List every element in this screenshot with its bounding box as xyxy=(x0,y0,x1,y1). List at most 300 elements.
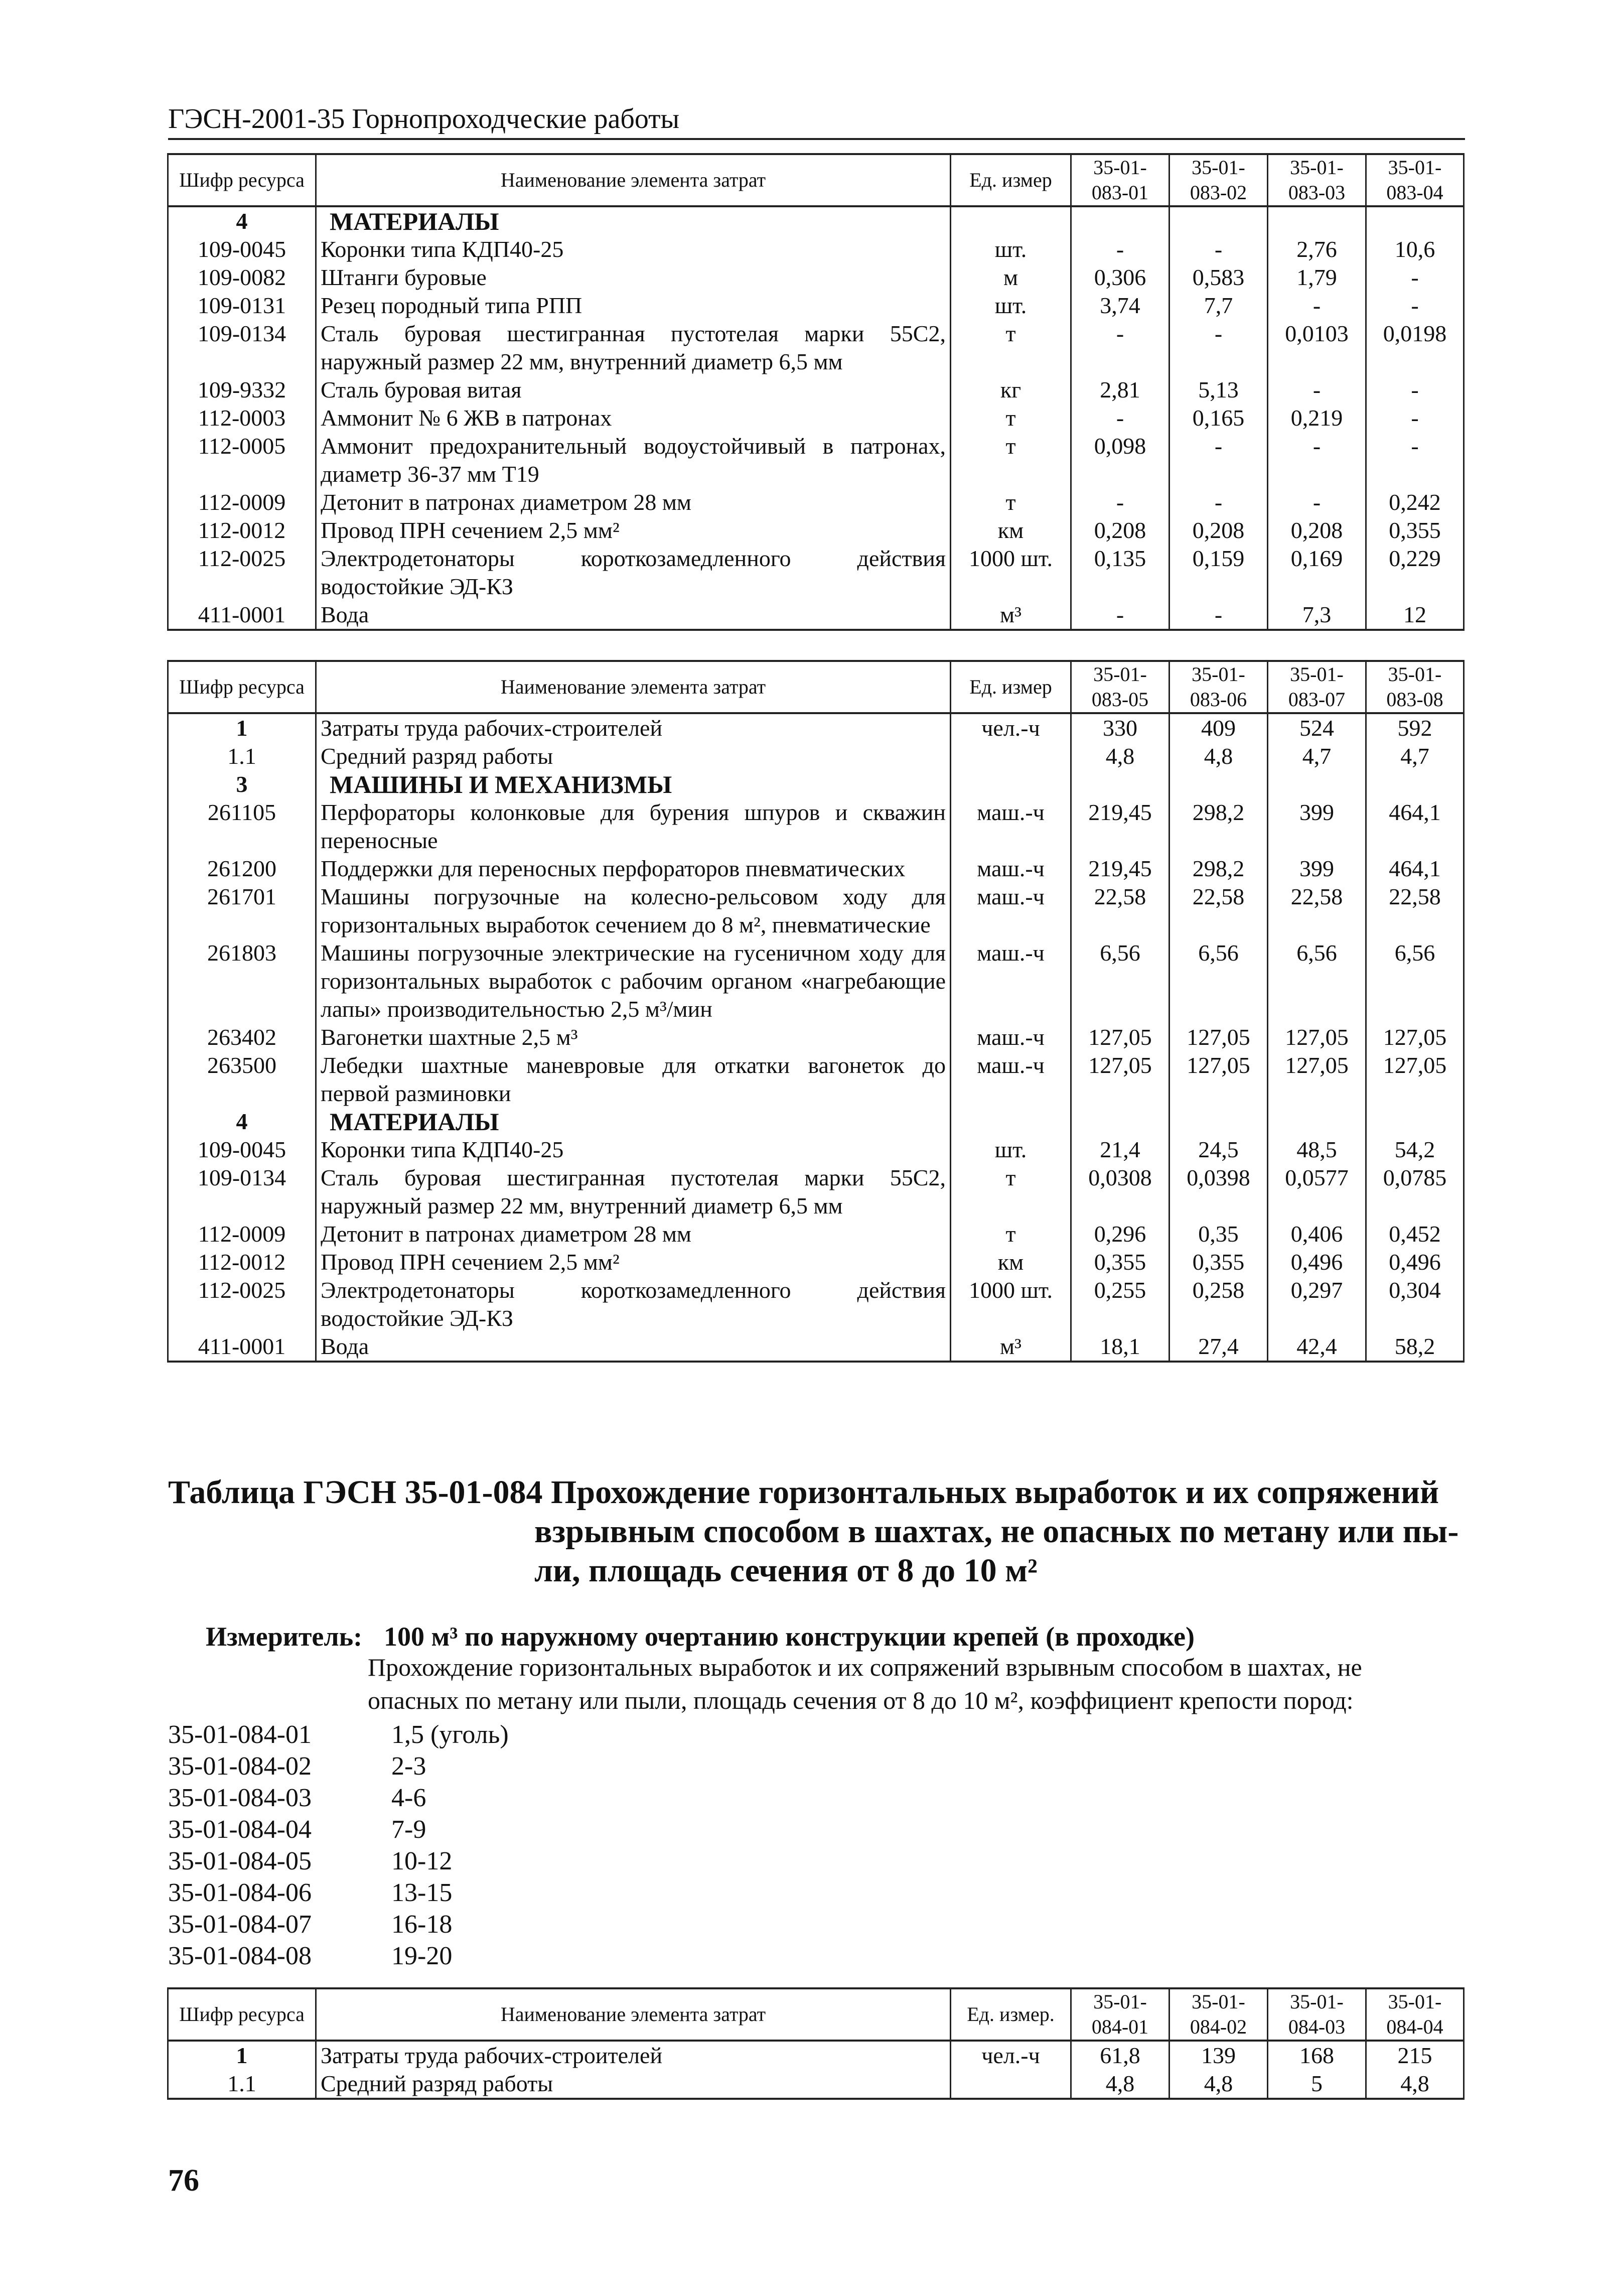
value-cell: 10,6 xyxy=(1366,235,1464,263)
value-cell: 0,0103 xyxy=(1268,320,1366,376)
value-cell: 3,74 xyxy=(1071,292,1170,320)
value-cell: 22,58 xyxy=(1170,883,1268,939)
col-header-name: Наименование элемента затрат xyxy=(316,661,951,713)
value-cell: 22,58 xyxy=(1366,883,1464,939)
value-cell: - xyxy=(1071,235,1170,263)
unit-cell: 1000 шт. xyxy=(951,545,1071,601)
table-row xyxy=(168,432,1464,488)
resource-name: Сталь буровая шестигранная пустотелая марки 55С2, наружный размер 22 мм, внутренний диаметр 6,5 мм xyxy=(316,320,951,376)
value-cell: - xyxy=(1268,376,1366,404)
resource-name: Перфораторы колонковые для бурения шпуров и скважин переносные xyxy=(316,798,951,855)
value-cell: 0,229 xyxy=(1366,545,1464,601)
code-list-item xyxy=(168,1719,509,1750)
resource-code: 411-0001 xyxy=(168,601,316,630)
norm-code: 35-01-084-01 xyxy=(168,1720,312,1749)
resource-table-083-01-04 xyxy=(167,153,1465,631)
value-cell: 0,0198 xyxy=(1366,320,1464,376)
value-cell: 4,8 xyxy=(1366,2070,1464,2099)
value-cell: 168 xyxy=(1268,2041,1366,2070)
norm-code: 35-01-084-08 xyxy=(168,1942,312,1970)
value-cell: 4,8 xyxy=(1071,2070,1170,2099)
resource-code: 263500 xyxy=(168,1051,316,1108)
value-cell: - xyxy=(1170,488,1268,516)
col-header-code: Шифр ресурса xyxy=(168,1988,316,2041)
unit-cell: маш.-ч xyxy=(951,798,1071,855)
unit-of-measure xyxy=(206,1621,1195,1652)
value-cell: 464,1 xyxy=(1366,855,1464,883)
value-cell: 127,05 xyxy=(1170,1051,1268,1108)
value-cell: 5,13 xyxy=(1170,376,1268,404)
value-cell: 4,7 xyxy=(1268,742,1366,770)
resource-code: 109-0082 xyxy=(168,263,316,292)
table-row xyxy=(168,855,1464,883)
section-row xyxy=(168,206,1464,235)
col-header-name: Наименование элемента затрат xyxy=(316,1988,951,2041)
resource-name: Вагонетки шахтные 2,5 м³ xyxy=(316,1023,951,1051)
resource-name: Коронки типа КДП40-25 xyxy=(316,1136,951,1164)
resource-name: Затраты труда рабочих-строителей xyxy=(316,713,951,742)
resource-name: Лебедки шахтные маневровые для откатки вагонеток до первой разминовки xyxy=(316,1051,951,1108)
resource-code: 112-0025 xyxy=(168,545,316,601)
value-cell: - xyxy=(1366,263,1464,292)
value-cell: 12 xyxy=(1366,601,1464,630)
norm-code: 35-01-084-06 xyxy=(168,1878,312,1907)
value-cell: 2,81 xyxy=(1071,376,1170,404)
resource-code: 109-0045 xyxy=(168,1136,316,1164)
value-cell xyxy=(1366,1108,1464,1136)
resource-code: 261803 xyxy=(168,939,316,1023)
code-list-item xyxy=(168,1845,509,1877)
value-cell: 0,208 xyxy=(1170,516,1268,545)
running-header: ГЭСН-2001-35 Горнопроходческие работы xyxy=(168,103,1465,140)
value-cell: - xyxy=(1268,432,1366,488)
unit-cell: т xyxy=(951,488,1071,516)
resource-name: Затраты труда рабочих-строителей xyxy=(316,2041,951,2070)
hardness-value: 10-12 xyxy=(391,1847,453,1875)
norm-code: 35-01-084-02 xyxy=(168,1752,312,1781)
value-cell: - xyxy=(1366,404,1464,432)
col-header-norm: 35-01-083-04 xyxy=(1366,154,1464,206)
value-cell xyxy=(1170,206,1268,235)
table-row xyxy=(168,798,1464,855)
value-cell: 6,56 xyxy=(1170,939,1268,1023)
unit-cell: т xyxy=(951,432,1071,488)
value-cell: 139 xyxy=(1170,2041,1268,2070)
resource-code: 109-0045 xyxy=(168,235,316,263)
value-cell: 127,05 xyxy=(1071,1023,1170,1051)
value-cell xyxy=(1170,1108,1268,1136)
unit-cell xyxy=(951,770,1071,798)
code-list xyxy=(168,1719,509,1972)
section-row xyxy=(168,770,1464,798)
col-header-norm: 35-01-083-03 xyxy=(1268,154,1366,206)
resource-code: 109-0134 xyxy=(168,1164,316,1220)
norm-code: 35-01-084-07 xyxy=(168,1910,312,1939)
resource-code: 112-0003 xyxy=(168,404,316,432)
value-cell: 6,56 xyxy=(1268,939,1366,1023)
resource-code: 263402 xyxy=(168,1023,316,1051)
hardness-value: 1,5 (уголь) xyxy=(391,1720,509,1749)
value-cell: 48,5 xyxy=(1268,1136,1366,1164)
resource-code: 261105 xyxy=(168,798,316,855)
value-cell: 27,4 xyxy=(1170,1332,1268,1362)
col-header-code: Шифр ресурса xyxy=(168,154,316,206)
unit-cell: м³ xyxy=(951,1332,1071,1362)
resource-name: Поддержки для переносных перфораторов пневматических xyxy=(316,855,951,883)
value-cell: 7,3 xyxy=(1268,601,1366,630)
resource-name: МАТЕРИАЛЫ xyxy=(316,206,951,235)
value-cell xyxy=(1366,206,1464,235)
value-cell: 0,583 xyxy=(1170,263,1268,292)
value-cell: 4,7 xyxy=(1366,742,1464,770)
code-list-item xyxy=(168,1909,509,1940)
table-row xyxy=(168,939,1464,1023)
header-row xyxy=(168,154,1464,206)
col-header-unit: Ед. измер xyxy=(951,661,1071,713)
value-cell: 0,406 xyxy=(1268,1220,1366,1248)
table-row xyxy=(168,292,1464,320)
value-cell: 127,05 xyxy=(1071,1051,1170,1108)
value-cell xyxy=(1071,1108,1170,1136)
resource-code: 109-9332 xyxy=(168,376,316,404)
value-cell: 0,0785 xyxy=(1366,1164,1464,1220)
unit-cell: т xyxy=(951,1220,1071,1248)
resource-name: Провод ПРН сечением 2,5 мм² xyxy=(316,1248,951,1276)
unit-cell: маш.-ч xyxy=(951,855,1071,883)
unit-cell: маш.-ч xyxy=(951,939,1071,1023)
value-cell: 127,05 xyxy=(1268,1023,1366,1051)
resource-name: Машины погрузочные на колесно-рельсовом ходу для горизонтальных выработок сечением до 8 м², пневматические xyxy=(316,883,951,939)
norm-code: 35-01-084-04 xyxy=(168,1815,312,1844)
value-cell: 1,79 xyxy=(1268,263,1366,292)
resource-name: Детонит в патронах диаметром 28 мм xyxy=(316,1220,951,1248)
resource-name: Аммонит № 6 ЖВ в патронах xyxy=(316,404,951,432)
resource-name: Машины погрузочные электрические на гусеничном ходу для горизонтальных выработок с рабочим органом «нагребающие лапы» производительностью 2,5 м³/мин xyxy=(316,939,951,1023)
value-cell: 4,8 xyxy=(1170,742,1268,770)
value-cell: - xyxy=(1170,235,1268,263)
value-cell: 127,05 xyxy=(1366,1051,1464,1108)
value-cell: 22,58 xyxy=(1268,883,1366,939)
table-row xyxy=(168,1136,1464,1164)
table-row xyxy=(168,742,1464,770)
col-header-unit: Ед. измер xyxy=(951,154,1071,206)
unit-cell: т xyxy=(951,1164,1071,1220)
unit-cell xyxy=(951,206,1071,235)
resource-code: 4 xyxy=(168,1108,316,1136)
unit-cell: м xyxy=(951,263,1071,292)
resource-code: 112-0009 xyxy=(168,488,316,516)
table-row xyxy=(168,1276,1464,1332)
table-row xyxy=(168,404,1464,432)
resource-code: 1 xyxy=(168,2041,316,2070)
value-cell: - xyxy=(1268,292,1366,320)
value-cell: 0,355 xyxy=(1071,1248,1170,1276)
unit-cell xyxy=(951,2070,1071,2099)
value-cell: 0,208 xyxy=(1268,516,1366,545)
resource-code: 109-0134 xyxy=(168,320,316,376)
value-cell: 0,496 xyxy=(1366,1248,1464,1276)
value-cell: 0,0308 xyxy=(1071,1164,1170,1220)
value-cell: 5 xyxy=(1268,2070,1366,2099)
value-cell: - xyxy=(1268,488,1366,516)
value-cell: 0,169 xyxy=(1268,545,1366,601)
resource-code: 112-0012 xyxy=(168,516,316,545)
resource-name: Сталь буровая витая xyxy=(316,376,951,404)
col-header-norm: 35-01-083-02 xyxy=(1170,154,1268,206)
col-header-norm: 35-01-083-06 xyxy=(1170,661,1268,713)
value-cell: - xyxy=(1071,488,1170,516)
value-cell xyxy=(1071,770,1170,798)
hardness-value: 7-9 xyxy=(391,1815,426,1844)
value-cell: 524 xyxy=(1268,713,1366,742)
value-cell xyxy=(1268,770,1366,798)
value-cell: 61,8 xyxy=(1071,2041,1170,2070)
resource-name: Средний разряд работы xyxy=(316,742,951,770)
value-cell: - xyxy=(1366,432,1464,488)
table-row xyxy=(168,1023,1464,1051)
col-header-norm: 35-01-084-03 xyxy=(1268,1988,1366,2041)
table-row xyxy=(168,1248,1464,1276)
code-list-item xyxy=(168,1750,509,1782)
value-cell: - xyxy=(1071,404,1170,432)
resource-name: Сталь буровая шестигранная пустотелая марки 55С2, наружный размер 22 мм, внутренний диаметр 6,5 мм xyxy=(316,1164,951,1220)
value-cell: 0,135 xyxy=(1071,545,1170,601)
unit-cell: чел.-ч xyxy=(951,713,1071,742)
hardness-value: 16-18 xyxy=(391,1910,453,1939)
unit-cell xyxy=(951,742,1071,770)
col-header-unit: Ед. измер. xyxy=(951,1988,1071,2041)
value-cell: 0,242 xyxy=(1366,488,1464,516)
value-cell: 0,35 xyxy=(1170,1220,1268,1248)
resource-name: Детонит в патронах диаметром 28 мм xyxy=(316,488,951,516)
resource-table-083-05-08 xyxy=(167,660,1465,1363)
table-title xyxy=(168,1473,1473,1590)
hardness-value: 4-6 xyxy=(391,1784,426,1812)
table-row xyxy=(168,516,1464,545)
value-cell: 219,45 xyxy=(1071,798,1170,855)
unit-cell: маш.-ч xyxy=(951,883,1071,939)
hardness-value: 2-3 xyxy=(391,1752,426,1781)
title-line-2: взрывным способом в шахтах, не опасных по метану или пы- xyxy=(534,1513,1459,1550)
resource-name: Электродетонаторы короткозамедленного действия водостойкие ЭД-КЗ xyxy=(316,1276,951,1332)
resource-name: Средний разряд работы xyxy=(316,2070,951,2099)
value-cell: - xyxy=(1170,432,1268,488)
resource-code: 112-0005 xyxy=(168,432,316,488)
col-header-norm: 35-01-083-08 xyxy=(1366,661,1464,713)
meter-value: 100 м³ по наружному очертанию конструкции крепей (в проходке) xyxy=(384,1622,1195,1652)
resource-code: 4 xyxy=(168,206,316,235)
resource-name: Вода xyxy=(316,1332,951,1362)
col-header-norm: 35-01-083-07 xyxy=(1268,661,1366,713)
value-cell: 0,452 xyxy=(1366,1220,1464,1248)
table-row xyxy=(168,1051,1464,1108)
resource-name: Вода xyxy=(316,601,951,630)
value-cell: 0,208 xyxy=(1071,516,1170,545)
resource-table-084-01-04 xyxy=(167,1987,1465,2100)
unit-cell: шт. xyxy=(951,235,1071,263)
table-row xyxy=(168,263,1464,292)
value-cell: - xyxy=(1366,376,1464,404)
resource-name: Аммонит предохранительный водоустойчивый в патронах, диаметр 36-37 мм Т19 xyxy=(316,432,951,488)
unit-cell: кг xyxy=(951,376,1071,404)
value-cell: 0,098 xyxy=(1071,432,1170,488)
resource-name: Провод ПРН сечением 2,5 мм² xyxy=(316,516,951,545)
col-header-name: Наименование элемента затрат xyxy=(316,154,951,206)
description-line-1: Прохождение горизонтальных выработок и их сопряжений взрывным способом в шахтах, не xyxy=(368,1653,1362,1681)
resource-name: Электродетонаторы короткозамедленного действия водостойкие ЭД-КЗ xyxy=(316,545,951,601)
value-cell xyxy=(1366,770,1464,798)
table-row xyxy=(168,1332,1464,1362)
value-cell: - xyxy=(1170,601,1268,630)
col-header-norm: 35-01-084-04 xyxy=(1366,1988,1464,2041)
value-cell: 127,05 xyxy=(1366,1023,1464,1051)
table-row xyxy=(168,376,1464,404)
table-row xyxy=(168,235,1464,263)
value-cell: 0,258 xyxy=(1170,1276,1268,1332)
col-header-norm: 35-01-084-02 xyxy=(1170,1988,1268,2041)
value-cell: 0,355 xyxy=(1366,516,1464,545)
value-cell: 0,219 xyxy=(1268,404,1366,432)
value-cell: - xyxy=(1071,320,1170,376)
resource-code: 1 xyxy=(168,713,316,742)
code-list-item xyxy=(168,1782,509,1814)
unit-cell: маш.-ч xyxy=(951,1023,1071,1051)
resource-name: Резец породный типа РПП xyxy=(316,292,951,320)
value-cell: 0,296 xyxy=(1071,1220,1170,1248)
value-cell: 219,45 xyxy=(1071,855,1170,883)
value-cell: 2,76 xyxy=(1268,235,1366,263)
table-row xyxy=(168,883,1464,939)
value-cell: 399 xyxy=(1268,855,1366,883)
resource-code: 112-0025 xyxy=(168,1276,316,1332)
resource-code: 261701 xyxy=(168,883,316,939)
value-cell: 4,8 xyxy=(1071,742,1170,770)
unit-cell: км xyxy=(951,516,1071,545)
value-cell: 0,0577 xyxy=(1268,1164,1366,1220)
header-row xyxy=(168,1988,1464,2041)
value-cell xyxy=(1268,206,1366,235)
value-cell: 0,0398 xyxy=(1170,1164,1268,1220)
value-cell: 7,7 xyxy=(1170,292,1268,320)
resource-code: 1.1 xyxy=(168,2070,316,2099)
unit-cell: м³ xyxy=(951,601,1071,630)
resource-code: 3 xyxy=(168,770,316,798)
unit-cell: т xyxy=(951,404,1071,432)
resource-code: 109-0131 xyxy=(168,292,316,320)
value-cell: 409 xyxy=(1170,713,1268,742)
col-header-norm: 35-01-083-05 xyxy=(1071,661,1170,713)
value-cell: - xyxy=(1170,320,1268,376)
section-row xyxy=(168,1108,1464,1136)
unit-cell: 1000 шт. xyxy=(951,1276,1071,1332)
value-cell: - xyxy=(1366,292,1464,320)
col-header-code: Шифр ресурса xyxy=(168,661,316,713)
table-row xyxy=(168,320,1464,376)
col-header-norm: 35-01-084-01 xyxy=(1071,1988,1170,2041)
table-row xyxy=(168,488,1464,516)
table-row xyxy=(168,545,1464,601)
page-number: 76 xyxy=(168,2164,199,2198)
table-row xyxy=(168,2070,1464,2099)
code-list-item xyxy=(168,1877,509,1909)
title-line-1: Таблица ГЭСН 35-01-084 Прохождение горизонтальных выработок и их сопряжений xyxy=(168,1474,1439,1511)
value-cell: 58,2 xyxy=(1366,1332,1464,1362)
value-cell: 4,8 xyxy=(1170,2070,1268,2099)
resource-code: 112-0009 xyxy=(168,1220,316,1248)
resource-code: 112-0012 xyxy=(168,1248,316,1276)
value-cell xyxy=(1268,1108,1366,1136)
value-cell: 0,496 xyxy=(1268,1248,1366,1276)
value-cell: 298,2 xyxy=(1170,798,1268,855)
value-cell xyxy=(1071,206,1170,235)
unit-cell: км xyxy=(951,1248,1071,1276)
value-cell: 21,4 xyxy=(1071,1136,1170,1164)
col-header-norm: 35-01-083-01 xyxy=(1071,154,1170,206)
value-cell: 298,2 xyxy=(1170,855,1268,883)
value-cell: 464,1 xyxy=(1366,798,1464,855)
value-cell: 0,255 xyxy=(1071,1276,1170,1332)
table-row xyxy=(168,1220,1464,1248)
value-cell: 0,297 xyxy=(1268,1276,1366,1332)
resource-name: Штанги буровые xyxy=(316,263,951,292)
resource-name: Коронки типа КДП40-25 xyxy=(316,235,951,263)
value-cell: 0,306 xyxy=(1071,263,1170,292)
value-cell: 22,58 xyxy=(1071,883,1170,939)
value-cell: 6,56 xyxy=(1071,939,1170,1023)
resource-code: 261200 xyxy=(168,855,316,883)
value-cell: 54,2 xyxy=(1366,1136,1464,1164)
value-cell: - xyxy=(1071,601,1170,630)
value-cell: 127,05 xyxy=(1170,1023,1268,1051)
value-cell xyxy=(1170,770,1268,798)
code-list-item xyxy=(168,1940,509,1972)
header-row xyxy=(168,661,1464,713)
unit-cell xyxy=(951,1108,1071,1136)
value-cell: 330 xyxy=(1071,713,1170,742)
meter-label: Измеритель: xyxy=(206,1622,363,1652)
table-row xyxy=(168,2041,1464,2070)
value-cell: 6,56 xyxy=(1366,939,1464,1023)
code-list-item xyxy=(168,1814,509,1845)
value-cell: 0,304 xyxy=(1366,1276,1464,1332)
value-cell: 0,159 xyxy=(1170,545,1268,601)
unit-cell: чел.-ч xyxy=(951,2041,1071,2070)
unit-cell: шт. xyxy=(951,292,1071,320)
resource-name: МАШИНЫ И МЕХАНИЗМЫ xyxy=(316,770,951,798)
hardness-value: 19-20 xyxy=(391,1942,453,1970)
value-cell: 42,4 xyxy=(1268,1332,1366,1362)
unit-cell: т xyxy=(951,320,1071,376)
value-cell: 0,165 xyxy=(1170,404,1268,432)
resource-name: МАТЕРИАЛЫ xyxy=(316,1108,951,1136)
hardness-value: 13-15 xyxy=(391,1878,453,1907)
resource-code: 411-0001 xyxy=(168,1332,316,1362)
value-cell: 399 xyxy=(1268,798,1366,855)
unit-cell: шт. xyxy=(951,1136,1071,1164)
unit-cell: маш.-ч xyxy=(951,1051,1071,1108)
norm-code: 35-01-084-03 xyxy=(168,1784,312,1812)
value-cell: 18,1 xyxy=(1071,1332,1170,1362)
table-row xyxy=(168,601,1464,630)
value-cell: 592 xyxy=(1366,713,1464,742)
norm-code: 35-01-084-05 xyxy=(168,1847,312,1875)
table-row xyxy=(168,713,1464,742)
value-cell: 215 xyxy=(1366,2041,1464,2070)
resource-code: 1.1 xyxy=(168,742,316,770)
value-cell: 127,05 xyxy=(1268,1051,1366,1108)
description-line-2: опасных по метану или пыли, площадь сечения от 8 до 10 м², коэффициент крепости пород: xyxy=(368,1686,1354,1714)
value-cell: 24,5 xyxy=(1170,1136,1268,1164)
